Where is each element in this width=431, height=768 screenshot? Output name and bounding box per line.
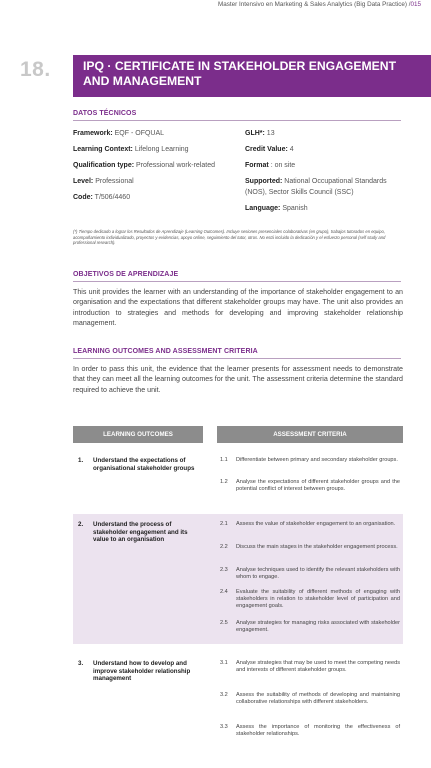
criterion-text: Assess the suitability of methods of developing and maintaining collaborative relationships with different stakeholders. <box>236 692 400 706</box>
outcomes-text: In order to pass this unit, the evidence that the learner presents for assessment needs to demonstrate that they can meet all the learning outcomes for the unit. The assessment criteria determine the standard required to achieve the unit. <box>73 365 403 394</box>
criterion-text: Analyse strategies that may be used to meet the competing needs and interests of different stakeholder groups. <box>236 660 400 674</box>
tech-label: Credit Value: <box>245 146 288 153</box>
tech-label: Level: <box>73 178 94 185</box>
criterion-number: 2.3 <box>220 567 228 573</box>
tech-row-supported <box>245 176 403 198</box>
tech-value: 4 <box>289 146 294 153</box>
criterion-text: Discuss the main stages in the stakeholder engagement process. <box>236 544 398 550</box>
objectives-rule <box>73 281 401 282</box>
tech-label: Qualification type: <box>73 162 135 169</box>
criterion-number: 3.2 <box>220 692 228 698</box>
criterion-number: 2.4 <box>220 589 228 595</box>
tech-row-qualification <box>73 160 223 171</box>
tech-row-context <box>73 144 223 155</box>
criterion-number: 3.3 <box>220 724 228 730</box>
tech-label: Code: <box>73 194 93 201</box>
tech-label: Framework: <box>73 130 113 137</box>
tech-label: Language: <box>245 205 281 212</box>
criterion-text: Analyse strategies for managing risks associated with stakeholder engagement. <box>236 620 400 634</box>
outcome-text: Understand the process of stakeholder engagement and its value to an organisation <box>93 521 188 544</box>
criterion-text: Analyse techniques used to identify the relevant stakeholders with whom to engage. <box>236 567 400 581</box>
tech-row-language <box>245 203 403 214</box>
table-row <box>73 514 403 644</box>
outcome-number: 3. <box>78 660 84 667</box>
column-header-criteria: ASSESSMENT CRITERIA <box>217 426 403 443</box>
glh-footnote: (*) Tiempo dedicado a lograr los Resultados de Aprendizaje (Learning Outcomes). Incluye sesiones presenciales colaborativas (en grupo), trabajos tutorados en equipo, acompañamiento individualizado, proyectos y evidencias, apoyo online, seguimiento del tutor, otros. No está incluido la dedicación y el esfuerzo personal (self study and professional research). <box>73 229 386 246</box>
tech-value: Professional work-related <box>136 162 215 169</box>
tech-row-framework <box>73 128 223 139</box>
criterion-number: 1.1 <box>220 457 228 463</box>
tech-row-glh <box>245 128 403 139</box>
outcome-text: Understand the expectations of organisational stakeholder groups <box>93 457 195 472</box>
criterion-number: 2.5 <box>220 620 228 626</box>
technical-rule <box>73 120 401 121</box>
tech-label: GLH*: <box>245 130 265 137</box>
tech-value: : on site <box>270 162 296 169</box>
criterion-number: 1.2 <box>220 479 228 485</box>
tech-label: Supported: <box>245 178 283 185</box>
criterion-text: Assess the value of stakeholder engagement to an organisation. <box>236 521 396 527</box>
tech-value: 13 <box>266 130 275 137</box>
outcome-text: Understand how to develop and improve stakeholder relationship management <box>93 660 191 683</box>
tech-value: EQF - OFQUAL <box>114 130 165 137</box>
tech-value: Lifelong Learning <box>134 146 189 153</box>
tech-value: T/506/4460 <box>94 194 131 201</box>
running-header <box>190 0 421 10</box>
tech-value: Spanish <box>282 205 308 212</box>
criterion-number: 2.2 <box>220 544 228 550</box>
tech-label: Learning Context: <box>73 146 133 153</box>
technical-left-column <box>73 128 223 208</box>
tech-row-credit <box>245 144 403 155</box>
page-number: 015 <box>410 1 421 8</box>
outcome-number: 2. <box>78 521 84 528</box>
tech-label: Format <box>245 162 269 169</box>
tech-value: National Occupational Standards (NOS), Sector Skills Council (SSC) <box>245 178 387 196</box>
outcomes-rule <box>73 358 401 359</box>
publication-title: Master Intensivo en Marketing & Sales Analytics (Big Data Practice) / <box>217 1 411 8</box>
criterion-text: Analyse the expectations of different stakeholder groups and the potential conflict of interest between groups. <box>236 479 400 493</box>
table-row <box>73 658 403 758</box>
criterion-text: Differentiate between primary and secondary stakeholder groups. <box>236 457 398 463</box>
technical-right-column <box>245 128 403 219</box>
tech-value: Professional <box>95 178 134 185</box>
outcomes-heading: LEARNING OUTCOMES AND ASSESSMENT CRITERIA <box>73 348 258 355</box>
column-header-outcomes: LEARNING OUTCOMES <box>73 426 203 443</box>
objectives-heading: OBJETIVOS DE APRENDIZAJE <box>73 271 179 278</box>
tech-row-format <box>245 160 403 171</box>
table-row <box>73 455 403 503</box>
criterion-text: Evaluate the suitability of different methods of engaging with stakeholders in relation to stakeholder level of participation and engagement goals. <box>236 589 400 610</box>
unit-title: IPQ · CERTIFICATE IN STAKEHOLDER ENGAGEMENT AND MANAGEMENT <box>73 55 431 97</box>
tech-row-level <box>73 176 223 187</box>
criterion-number: 3.1 <box>220 660 228 666</box>
technical-heading: DATOS TÉCNICOS <box>73 110 137 117</box>
objectives-text: This unit provides the learner with an understanding of the importance of stakeholder engagement to an organisation and the expectations that different stakeholder groups may have. The unit also provides an introduction to strategies and methods for developing and improving stakeholder relationship management. <box>73 288 403 328</box>
tech-row-code <box>73 192 223 203</box>
outcome-number: 1. <box>78 457 84 464</box>
unit-number: 18. <box>20 58 51 81</box>
criterion-text: Assess the importance of monitoring the effectiveness of stakeholder relationships. <box>236 724 400 738</box>
criterion-number: 2.1 <box>220 521 228 527</box>
